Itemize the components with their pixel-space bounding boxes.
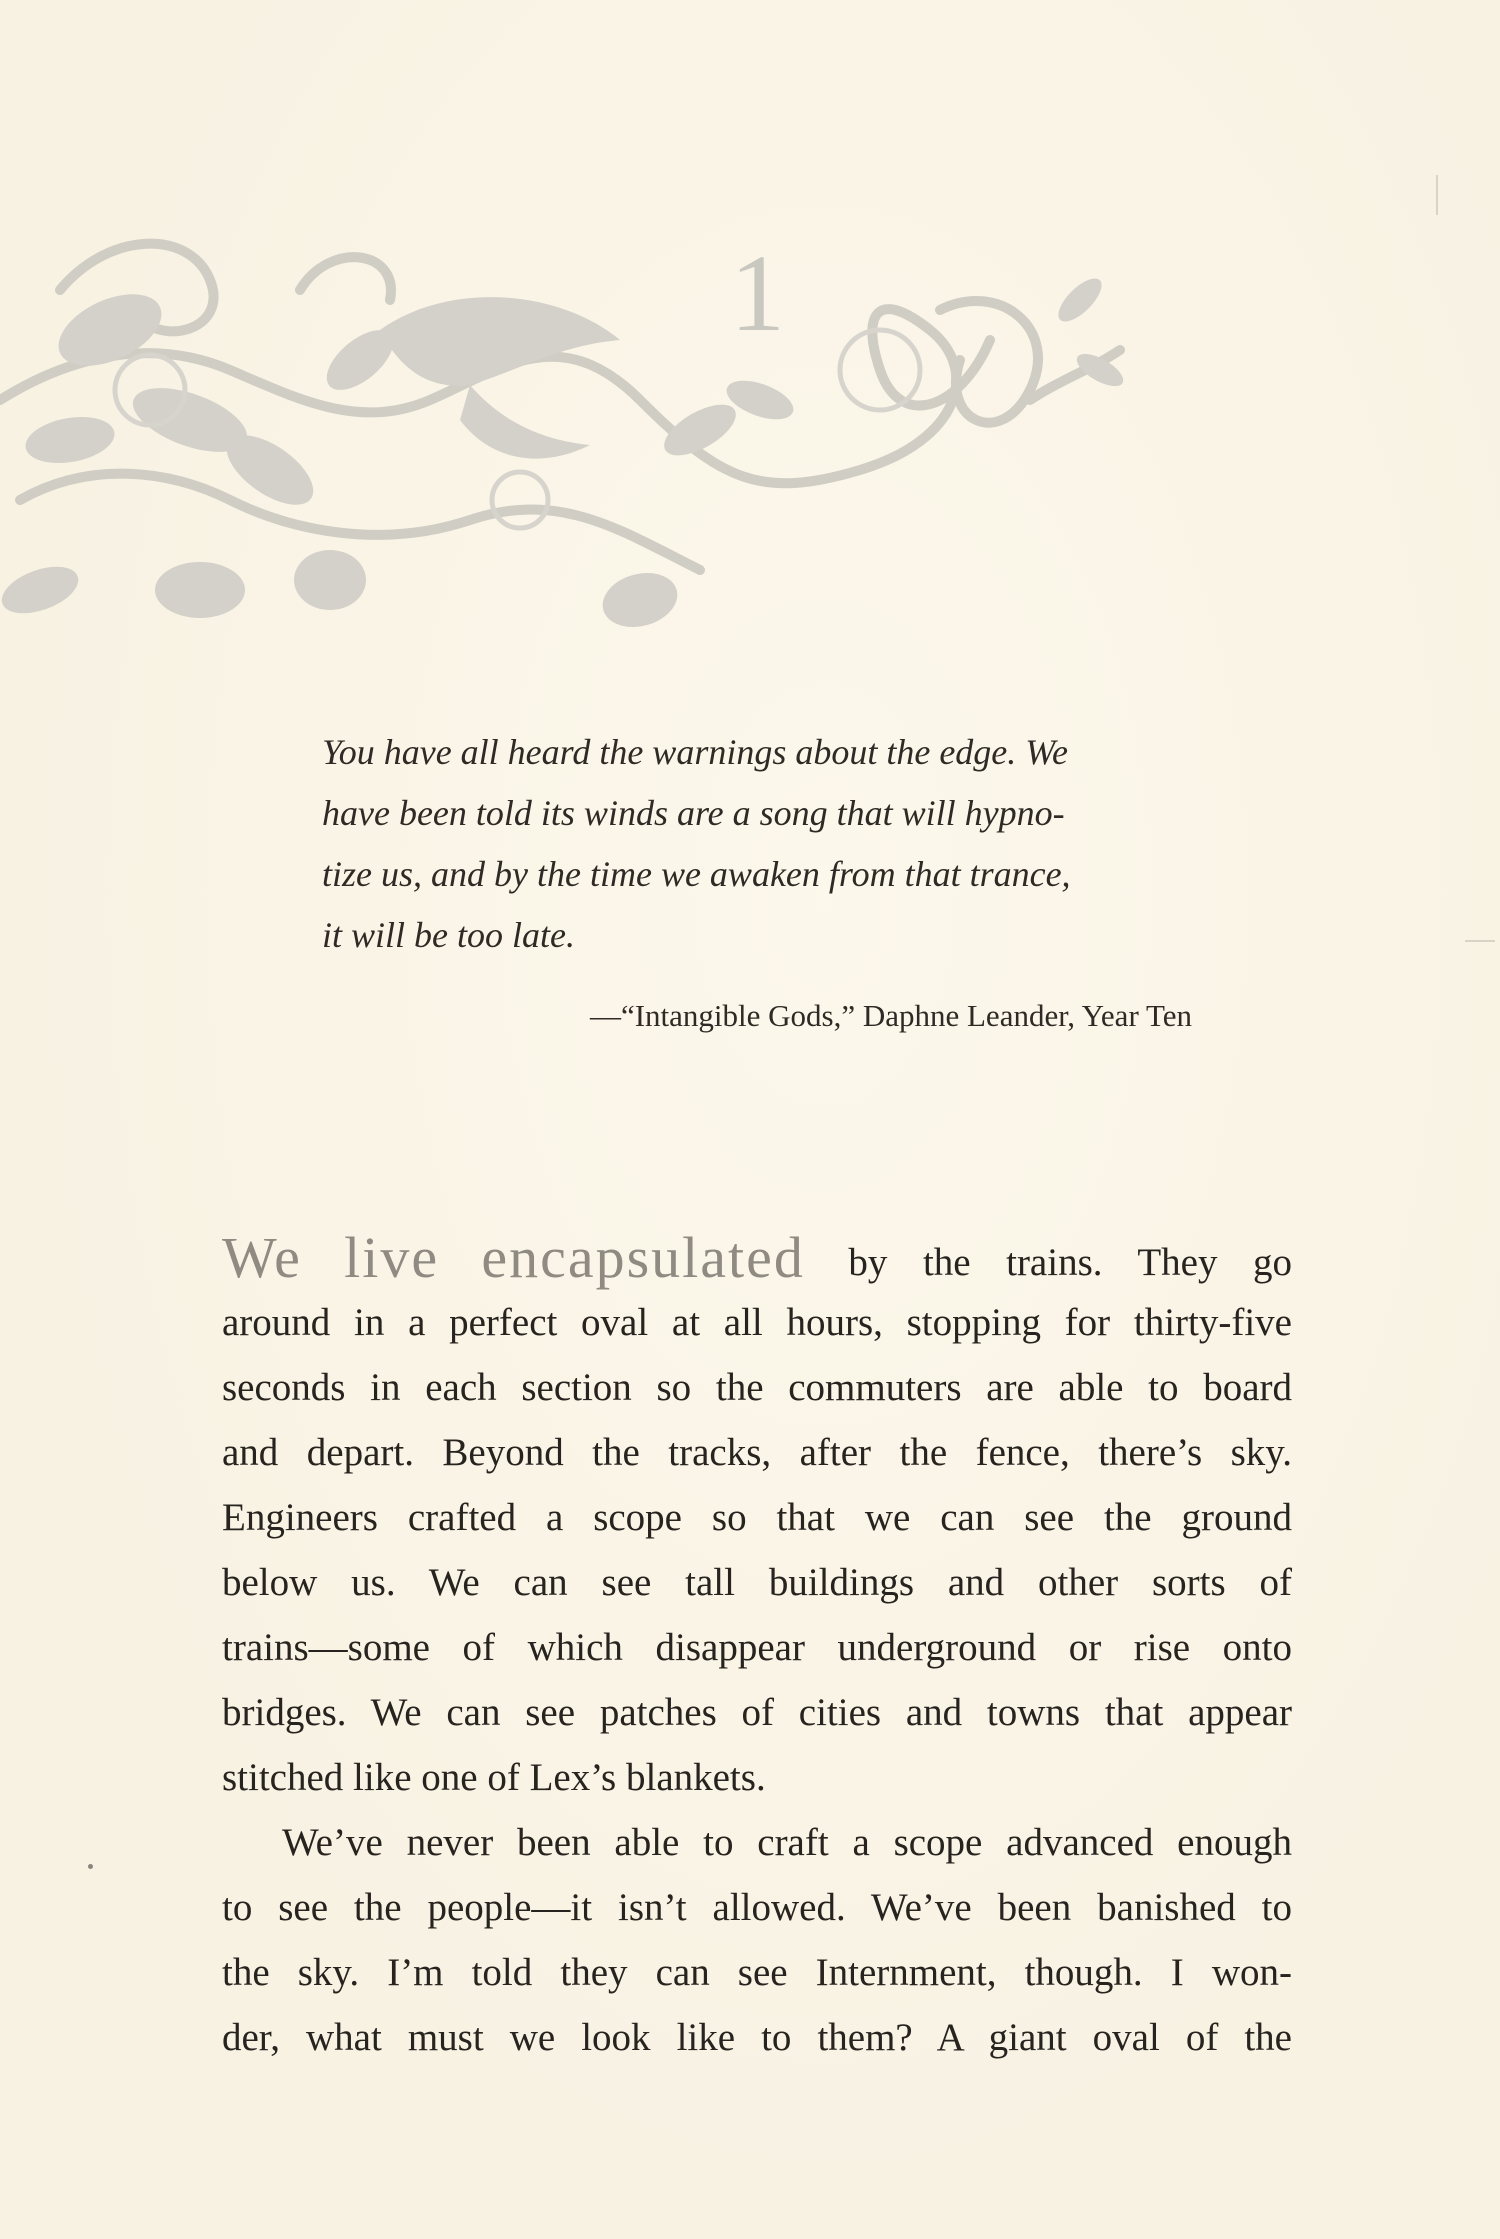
body-line: and depart. Beyond the tracks, after the fence, there’s sky.: [222, 1431, 1292, 1474]
epigraph-text: [322, 722, 1202, 966]
chapter-body: [222, 1225, 1292, 2070]
body-line: [222, 1225, 1292, 1290]
body-line: der, what must we look like to them? A giant oval of the: [222, 2016, 1292, 2059]
floral-scroll-ornament: [0, 170, 1140, 670]
body-line: seconds in each section so the commuters are able to board: [222, 1366, 1292, 1409]
body-line: We’ve never been able to craft a scope advanced enough: [282, 1821, 1292, 1864]
body-line-text: by the trains. They go: [812, 1241, 1292, 1284]
crop-mark: [1436, 175, 1438, 215]
body-line: Engineers crafted a scope so that we can see the ground: [222, 1496, 1292, 1539]
crop-mark: [1465, 940, 1495, 942]
body-line: stitched like one of Lex’s blankets.: [222, 1756, 766, 1799]
body-line: to see the people—it isn’t allowed. We’ve been banished to: [222, 1886, 1292, 1929]
epigraph-line: You have all heard the warnings about the edge. We: [322, 732, 1068, 772]
body-line: below us. We can see tall buildings and other sorts of: [222, 1561, 1292, 1604]
chapter-number: 1: [730, 232, 785, 354]
body-line: bridges. We can see patches of cities and towns that appear: [222, 1691, 1292, 1734]
body-line: the sky. I’m told they can see Internment, though. I won-: [222, 1951, 1292, 1994]
epigraph-line: tize us, and by the time we awaken from that trance,: [322, 854, 1071, 894]
opening-words: We live encapsulated: [222, 1225, 805, 1290]
body-line: trains—some of which disappear underground or rise onto: [222, 1626, 1292, 1669]
body-line: around in a perfect oval at all hours, stopping for thirty-five: [222, 1301, 1292, 1344]
paper-speck: [88, 1864, 93, 1869]
epigraph-line: have been told its winds are a song that will hypno-: [322, 793, 1065, 833]
epigraph: [322, 722, 1202, 966]
epigraph-line: it will be too late.: [322, 915, 575, 955]
epigraph-attribution: —“Intangible Gods,” Daphne Leander, Year Ten: [589, 998, 1192, 1033]
